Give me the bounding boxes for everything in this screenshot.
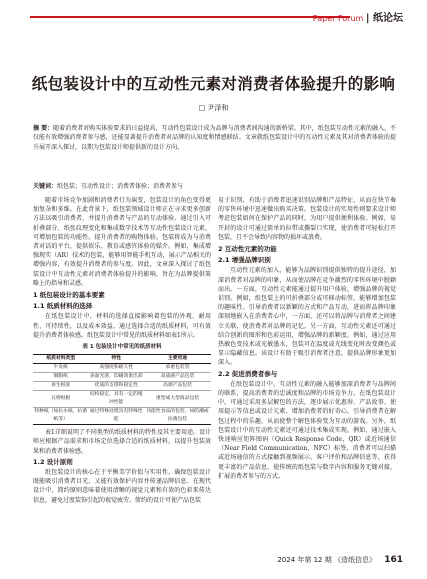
- abstract-label: 摘 要：: [33, 125, 54, 132]
- table-header-row: [33, 355, 211, 364]
- table-row: [33, 391, 211, 408]
- table-row: [33, 382, 211, 391]
- table-row: [33, 373, 211, 382]
- keywords-label: 关键词：: [33, 183, 58, 190]
- section-label: Paper Forum | 纸论坛: [312, 13, 403, 24]
- author: □ 尹泽和: [198, 104, 229, 112]
- abstract: [33, 124, 396, 152]
- table-cell: 通过特殊处理具有特殊性能: [89, 408, 145, 425]
- section-2-2-text: 在纸包装设计中，互动性元素的融入能够加深消费者与品牌间的联系，提高消费者的忠诚度和品牌的市场竞争力。在纸包装设计中，可通过采用多层解包的方法，逐步展示优惠券、产品故事、使用提示等信息或设计元素，增加消费者的好奇心，引导消费者在解包过程中的乐趣，从而使整个解包体验变为互动的游戏。另外，纸包装设计中的互动性元素还可通过技术集成实现。例如，通过嵌入快速响应矩阵图码（Quick Response Code，QR）或近场通信（Near Field Communication，NFC）标签，消费者可以扫描或近场通信的方式接触到视频展示、客户评价和品牌信息等，获得更丰富的产品信息，使传统的纸包装与数字内容和服务无缝对接，扩展消费者参与的方式。: [218, 380, 396, 480]
- table-cell: 再生纸张: [33, 382, 89, 391]
- page-number: 161: [384, 555, 403, 565]
- article-title: 纸包装设计中的互动性元素对消费者体验提升的影响: [31, 75, 396, 93]
- table-cell: 优质的支撑和稳定性: [89, 382, 145, 391]
- table-header-cell: 特性: [89, 355, 145, 364]
- section-2-1-heading: 2.1 增强品牌识别: [218, 256, 271, 265]
- abstract-text: 随着消费者对购买体验要求的日益提高，互动性包装设计成为品牌与消费者间沟通的新桥梁。其中，纸包装互动性元素的融入，不仅能有效增强消费者参与感，还能显著提升消费者对品牌的认知度和情感联结。文章就纸包装设计中的互动性元素及其对消费者体验的提升展开深入探讨，以期为包装设计师提供新的设计方向。: [33, 125, 396, 151]
- table-cell: 功能性食品的包装，如防潮或抗菌包装: [144, 408, 211, 425]
- table-cell: 瓦楞纸板: [33, 391, 89, 408]
- table-cell: 高强度和耐久性: [89, 364, 145, 373]
- continued-paragraph: 易于识别，有助于消费者迅速识别品牌和产品特征，从而在快节奏的零售环境中迅速做出购买决策。包装设计的实用性则要求设计师考虑包装如何在保护产品的同时，为用户提供便利体验。例如，易开封的设计可通过简单的拉带或撕裂口实现，使消费者可轻松打开包装，且不会导致内容物的损坏或浪费。: [218, 197, 396, 241]
- intro-paragraph: 随着市场竞争加剧和消费者行为演变，包装设计的角色变得更加复杂和多维。在此背景下，纸包装领域设计师正在寻求更多创新方法以吸引消费者，并提升消费者与产品的互动体验。通过引入可折叠部分、纸张纹理变化和集成数字技术等互动性包装设计元素，可增加包装的功能性。提升消费者的购物体验。包装将成为与消费者对话的平台，提供娱乐、教育或感官体验的媒介。例如，集成增强现实（AR）技术的包装，能够用智能手机互动，展示产品相关的增强内容，有效提升消费者的参与度。因此，文章深入探讨了纸包装设计中互动性元素对消费者体验提升的影响，旨在为品牌提供策略上的指导和灵感。: [33, 197, 211, 287]
- keywords: [33, 181, 396, 190]
- keywords-text: 纸包装；互动性设计；消费者体验；消费者参与: [57, 183, 184, 190]
- table-row: [33, 408, 211, 425]
- section-2-1-text: 互动性元素的加入，能够为品牌识别提供独特的提升途径，加深消费者对品牌的印象，从而使品牌在竞争激烈的零售环境中脱颖而出。一方面，互动性元素能通过提升用户体验，增强品牌的视觉识别。例如，纸包装上的可折叠部分或可移动标签，能够增加包装的趣味性。引导消费者以新颖的方式和产品互动，进而将品牌印象深刻地嵌入在消费者心中，一方面，还可以将品牌与消费者之间建立关联，使消费者对品牌的记忆。另一方面，互动性元素还可通过结合创新的图形和色彩运用，增强品牌的新颖度。例如，通过应用热敏色变技术或光敏墨水，包装可在温度或光线变化时改变颜色或显示隐藏信息。该设计有助于吸引消费者注意，提供品牌形象更加深入。: [218, 267, 396, 367]
- table-cell: 重型或大型商品包装: [144, 391, 211, 408]
- table-caption: 表 1 包装设计中常见的纸质材料: [82, 344, 162, 351]
- section-1-1-text: 在纸包装设计中，材料的选择直接影响着包装的外观、耐用性、可持续性，以及成本效益。通过选择合适的纸质材料，可有效提升消费者体验感。纸包装设计中常见的纸质材料如表1所示。: [33, 313, 211, 339]
- section-1-2-text: 纸包装设计的核心在于平衡美学价值与实用性，确保包装设计既能吸引消费者目光，又能有效保护内容并传递品牌信息。在现代设计中，简约原则意味着使用清晰的视觉元素和有效的色彩来传达信息，避免过度装饰引起的视觉疲劳。简约的设计可使产品包装: [33, 469, 211, 504]
- table-cell: 高端产品包装: [144, 382, 211, 391]
- table-cell: 承重包装袋: [144, 364, 211, 373]
- section-1-1-heading: 1.1 纸质材料的选择: [33, 302, 93, 311]
- table-header-cell: 主要用途: [144, 355, 211, 364]
- table-cell: 高质感产品包装: [144, 373, 211, 382]
- table-cell: 牛皮纸: [33, 364, 89, 373]
- table-cell: 表面光滑、印刷效果出彩: [89, 373, 145, 382]
- table-cell: 结构稳定，具有一定的缓冲性能: [89, 391, 145, 408]
- table-discussion: 表1详细说明了不同类型的纸质材料的特性及其主要用途。设计师应根据产品需求和市场定位选择合适的纸质材料，以提升包装效果和消费者体验感。: [33, 429, 211, 455]
- section-2-2-heading: 2.2 促进消费者参与: [218, 369, 278, 378]
- section-1-2-heading: 1.2 设计原则: [33, 457, 73, 466]
- materials-table: [33, 354, 211, 425]
- section-label-en: Paper Forum: [312, 14, 364, 23]
- right-column: [218, 196, 396, 481]
- section-label-zh: 纸论坛: [373, 13, 403, 24]
- table-row: [33, 364, 211, 373]
- section-1-heading: 1 纸包装设计的基本要素: [33, 291, 105, 300]
- page-footer: [0, 555, 403, 565]
- page-header: [0, 0, 427, 42]
- table-header-cell: 纸质材料类型: [33, 355, 89, 364]
- section-2-heading: 2 互动性元素的功能: [218, 245, 277, 254]
- table-cell: 铜版纸: [33, 373, 89, 382]
- table-cell: 特种纸（如抗水纸、抗菌纸等）: [33, 408, 89, 425]
- journal-issue: 2024 年第 12 期 《造纸信息》: [277, 556, 376, 564]
- left-column: [33, 196, 211, 505]
